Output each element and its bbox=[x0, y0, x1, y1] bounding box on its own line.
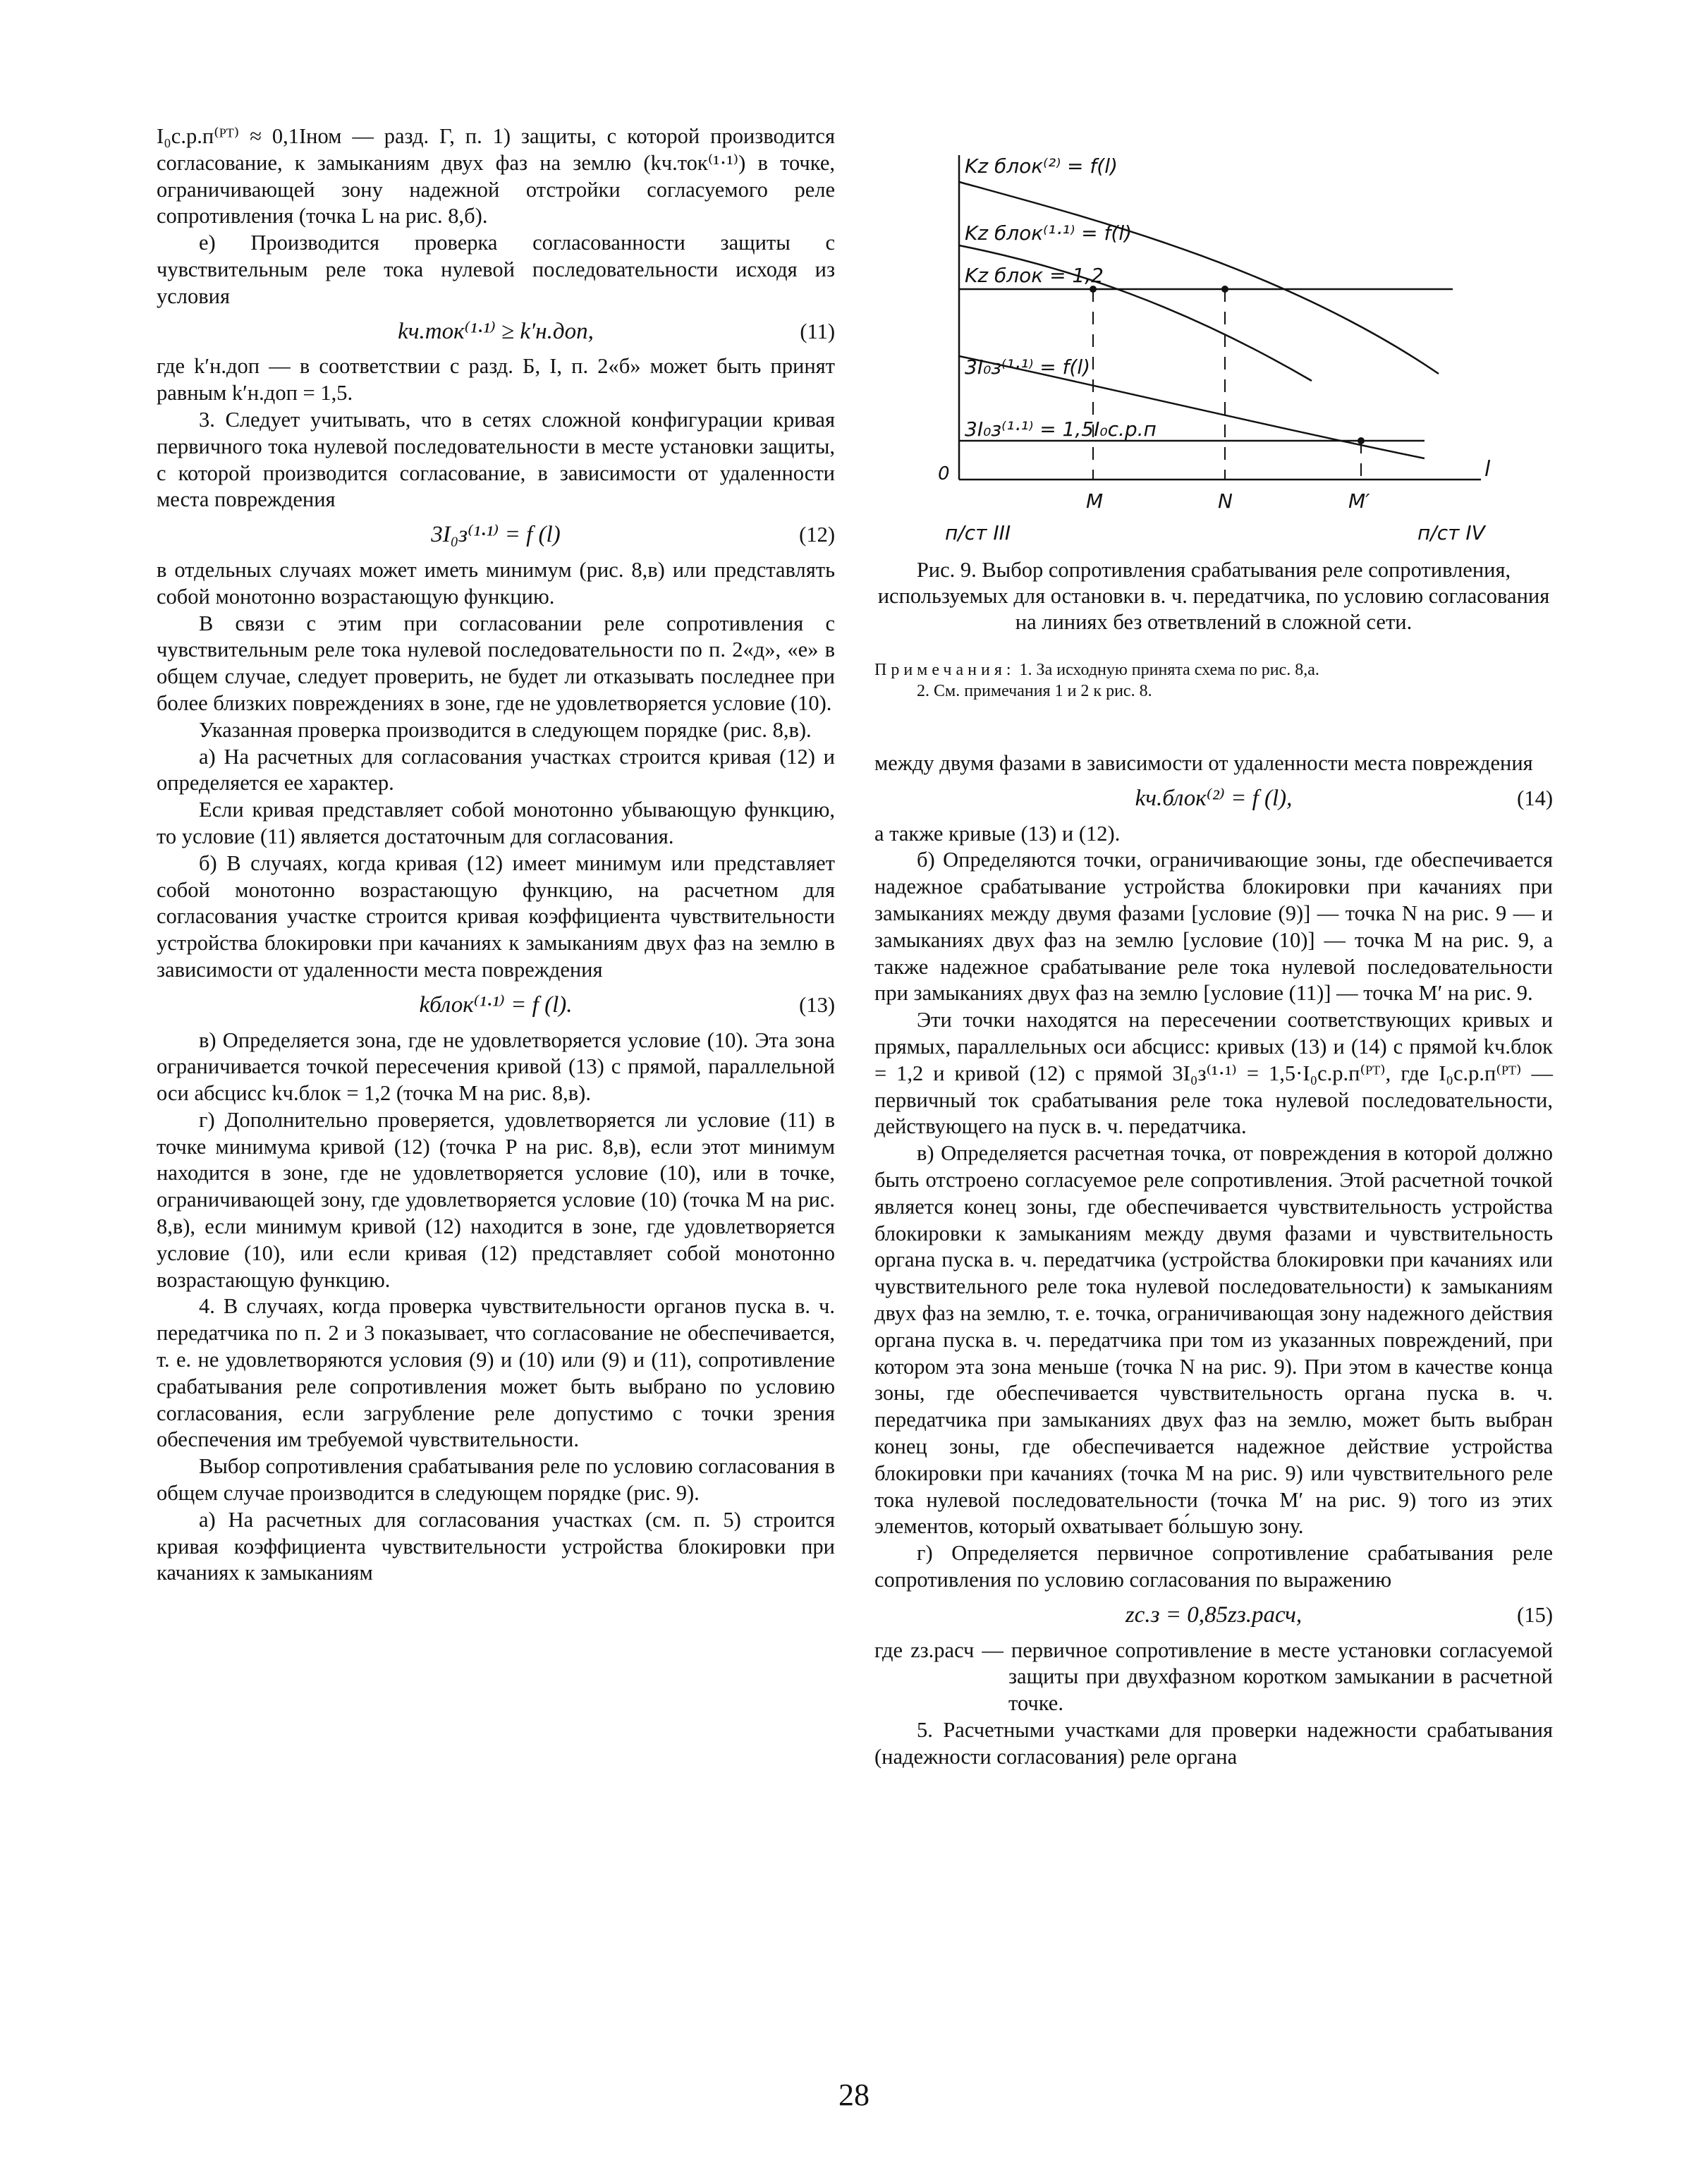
equation-body: kч.блок⁽²⁾ = f (l), bbox=[1135, 785, 1293, 811]
paragraph: в) Определяется расчетная точка, от повреждения в которой должно быть отстроено согласуемое реле сопротивления. Этой расчетной точкой является конец зоны, где обеспечивается чувствительность устройства блокировки к замыканиям между двумя фазами и чувствительность органа пуска в. ч. передатчика (устройства блокировки при качаниях или чувствительного реле тока нулевой последовательности) к замыканиям двух фаз на землю, т. е. точка, ограничивающая зону надежного действия органа пуска в. ч. передатчика при том из указанных повреждений, при котором эта зона меньше (точка N на рис. 9). При этом в качестве конца зоны, где обеспечивается чувствительность органа пуска в. ч. передатчика при замыканиях двух фаз на землю, может быть выбран конец зоны, где обеспечивается надежное действие устройства блокировки при качаниях (точка M на рис. 9) или чувствительного реле тока нулевой последовательности (точка M′ на рис. 9) того из этих элементов, который охватывает бо́льшую зону. bbox=[874, 1141, 1553, 1539]
left-column bbox=[157, 123, 835, 1587]
equation bbox=[157, 992, 835, 1019]
point-m2 bbox=[1358, 437, 1365, 444]
equation-body: kч.ток⁽¹·¹⁾ ≥ k′н.доп, bbox=[398, 318, 594, 344]
paragraph: где zз.расч — первичное сопротивление в месте установки согласуемой защиты при двухфазном коротком замыкании в расчетной точке. bbox=[874, 1638, 1553, 1716]
label-origin: 0 bbox=[938, 463, 950, 484]
paragraph: где k′н.доп — в соответствии с разд. Б, I, п. 2«б» может быть принят равным k′н.доп = 1,5. bbox=[157, 354, 835, 405]
label-m: M bbox=[1086, 489, 1104, 513]
figure-caption: Рис. 9. Выбор сопротивления срабатывания реле сопротивления, используемых для остановки в. ч. передатчика, по условию согласования на линиях без ответвлений в сложной сети. bbox=[877, 558, 1550, 634]
point-n bbox=[1221, 286, 1228, 293]
notes-line1: 1. За исходную принята схема по рис. 8,а. bbox=[1015, 661, 1319, 679]
paragraph: Выбор сопротивления срабатывания реле по условию согласования в общем случае производится в следующем порядке (рис. 9). bbox=[157, 1454, 835, 1506]
paragraph: б) Определяются точки, ограничивающие зоны, где обеспечивается надежное срабатывание устройства блокировки при качаниях при замыканиях между двумя фазами [условие (9)] — точка N на рис. 9 — и замыканиях двух фаз на землю [условие (10)] — точка M на рис. 9, а также надежное срабатывание реле тока нулевой последовательности при замыканиях двух фаз на землю [условие (11)] — точка M′ на рис. 9. bbox=[874, 848, 1553, 1006]
label-curve2: Kz блок⁽¹·¹⁾ = f(l) bbox=[965, 221, 1133, 245]
paragraph: в) Определяется зона, где не удовлетворяется условие (10). Эта зона ограничивается точкой пересечения кривой (13) с прямой, параллельной оси абсцисс kч.блок = 1,2 (точка M на рис. 8,в). bbox=[157, 1027, 835, 1106]
equation bbox=[157, 319, 835, 346]
paragraph: 3. Следует учитывать, что в сетях сложной конфигурации кривая первичного тока нулевой последовательности в месте установки защиты, с которой производится согласование, в зависимости от удаленности места повреждения bbox=[157, 407, 835, 512]
label-curve3: 3I₀з⁽¹·¹⁾ = f(l) bbox=[965, 355, 1091, 379]
equation-number: (15) bbox=[1517, 1602, 1553, 1627]
label-sub1: п/ст III bbox=[945, 521, 1011, 544]
label-sub2: п/ст IV bbox=[1417, 521, 1485, 544]
equation-body: 3I₀з⁽¹·¹⁾ = f (l) bbox=[431, 522, 561, 548]
equation bbox=[874, 786, 1553, 812]
paragraph: б) В случаях, когда кривая (12) имеет минимум или представляет собой монотонно возрастающую функцию, на расчетном для согласования участке строится кривая коэффициента чувствительности устройства блокировки при качаниях к замыканиям двух фаз на землю в зависимости от удаленности места повреждения bbox=[157, 850, 835, 982]
equation-body: kблок⁽¹·¹⁾ = f (l). bbox=[419, 992, 573, 1018]
notes-line2: 2. См. примечания 1 и 2 к рис. 8. bbox=[917, 682, 1152, 700]
equation bbox=[157, 522, 835, 549]
right-column bbox=[874, 750, 1553, 1770]
paragraph: I₀с.р.п⁽ᴾᵀ⁾ ≈ 0,1Iном — разд. Г, п. 1) защиты, с которой производится согласование, к замыканиям двух фаз на землю (kч.ток⁽¹·¹⁾) в точке, ограничивающей зону надежной отстройки согласуемого реле сопротивления (точка L на рис. 8,б). bbox=[157, 124, 835, 228]
equation-number: (14) bbox=[1517, 786, 1553, 810]
paragraph: Указанная проверка производится в следующем порядке (рис. 8,в). bbox=[199, 717, 812, 742]
equation-number: (13) bbox=[799, 992, 835, 1017]
label-m2: M′ bbox=[1348, 489, 1370, 513]
paragraph: В связи с этим при согласовании реле сопротивления с чувствительным реле тока нулевой последовательности по п. 2«д», «е» в общем случае, следует проверить, не будет ли отказывать последнее при более близких повреждениях в зоне, где не удовлетворяется условие (10). bbox=[157, 611, 835, 715]
figure-9 bbox=[917, 141, 1502, 550]
paragraph: Если кривая представляет собой монотонно убывающую функцию, то условие (11) является достаточным для согласования. bbox=[157, 798, 835, 848]
label-axis-l: l bbox=[1484, 457, 1491, 482]
paragraph: а) На расчетных для согласования участках строится кривая (12) и определяется ее характер. bbox=[157, 744, 835, 795]
label-line-i: 3I₀з⁽¹·¹⁾ = 1,5I₀с.р.п bbox=[965, 417, 1157, 441]
notes-head: Примечания: bbox=[874, 661, 1015, 679]
paragraph: в отдельных случаях может иметь минимум (рис. 8,в) или представлять собой монотонно возрастающую функцию. bbox=[157, 557, 835, 609]
equation-number: (11) bbox=[800, 319, 835, 343]
label-line-k: Kz блок = 1,2 bbox=[965, 264, 1104, 287]
equation bbox=[874, 1602, 1553, 1629]
equation-body: zс.з = 0,85zз.расч, bbox=[1125, 1602, 1303, 1628]
paragraph: 4. В случаях, когда проверка чувствительности органов пуска в. ч. передатчика по п. 2 и 3 показывает, что согласование не обеспечивается, т. е. не удовлетворяются условия (9) и (10) или (9) и (11), сопротивление срабатывания реле сопротивления может быть выбрано по условию согласования, если загрубление реле допустимо с точки зрения обеспечения им требуемой чувствительности. bbox=[157, 1294, 835, 1452]
paragraph: Эти точки находятся на пересечении соответствующих кривых и прямых, параллельных оси абсцисс: кривых (13) и (14) с прямой kч.блок = 1,2 и кривой (12) с прямой 3I₀з⁽¹·¹⁾ = 1,5·I₀с.р.п⁽ᴾᵀ⁾, где I₀с.р.п⁽ᴾᵀ⁾ — первичный ток срабатывания реле тока нулевой последовательности, действующего на пуск в. ч. передатчика. bbox=[874, 1008, 1553, 1139]
page-number: 28 bbox=[838, 2078, 870, 2112]
figure-notes bbox=[874, 659, 1553, 702]
paragraph: г) Определяется первичное сопротивление срабатывания реле сопротивления по условию согласования по выражению bbox=[874, 1541, 1553, 1592]
paragraph: между двумя фазами в зависимости от удаленности места повреждения bbox=[874, 751, 1533, 775]
equation-number: (12) bbox=[799, 523, 835, 547]
paragraph: 5. Расчетными участками для проверки надежности срабатывания (надежности согласования) реле органа bbox=[874, 1717, 1553, 1769]
label-curve1: Kz блок⁽²⁾ = f(l) bbox=[965, 154, 1118, 178]
paragraph: а) На расчетных для согласования участках (см. п. 5) строится кривая коэффициента чувствительности устройства блокировки при качаниях к замыканиям bbox=[157, 1507, 835, 1585]
label-n: N bbox=[1218, 489, 1233, 513]
paragraph: г) Дополнительно проверяется, удовлетворяется ли условие (11) в точке минимума кривой (12) (точка P на рис. 8,в), если этот минимум находится в зоне, где не удовлетворяется условие (10), или в точке, ограничивающей зону, где удовлетворяется условие (10) (точка M на рис. 8,в), если минимум кривой (12) находится в зоне, где удовлетворяется условие (10), или если кривая (12) представляет собой монотонно возрастающую функцию. bbox=[157, 1107, 835, 1292]
paragraph: е) Производится проверка согласованности защиты с чувствительным реле тока нулевой последовательности исходя из условия bbox=[157, 231, 835, 308]
paragraph: а также кривые (13) и (12). bbox=[874, 821, 1121, 846]
